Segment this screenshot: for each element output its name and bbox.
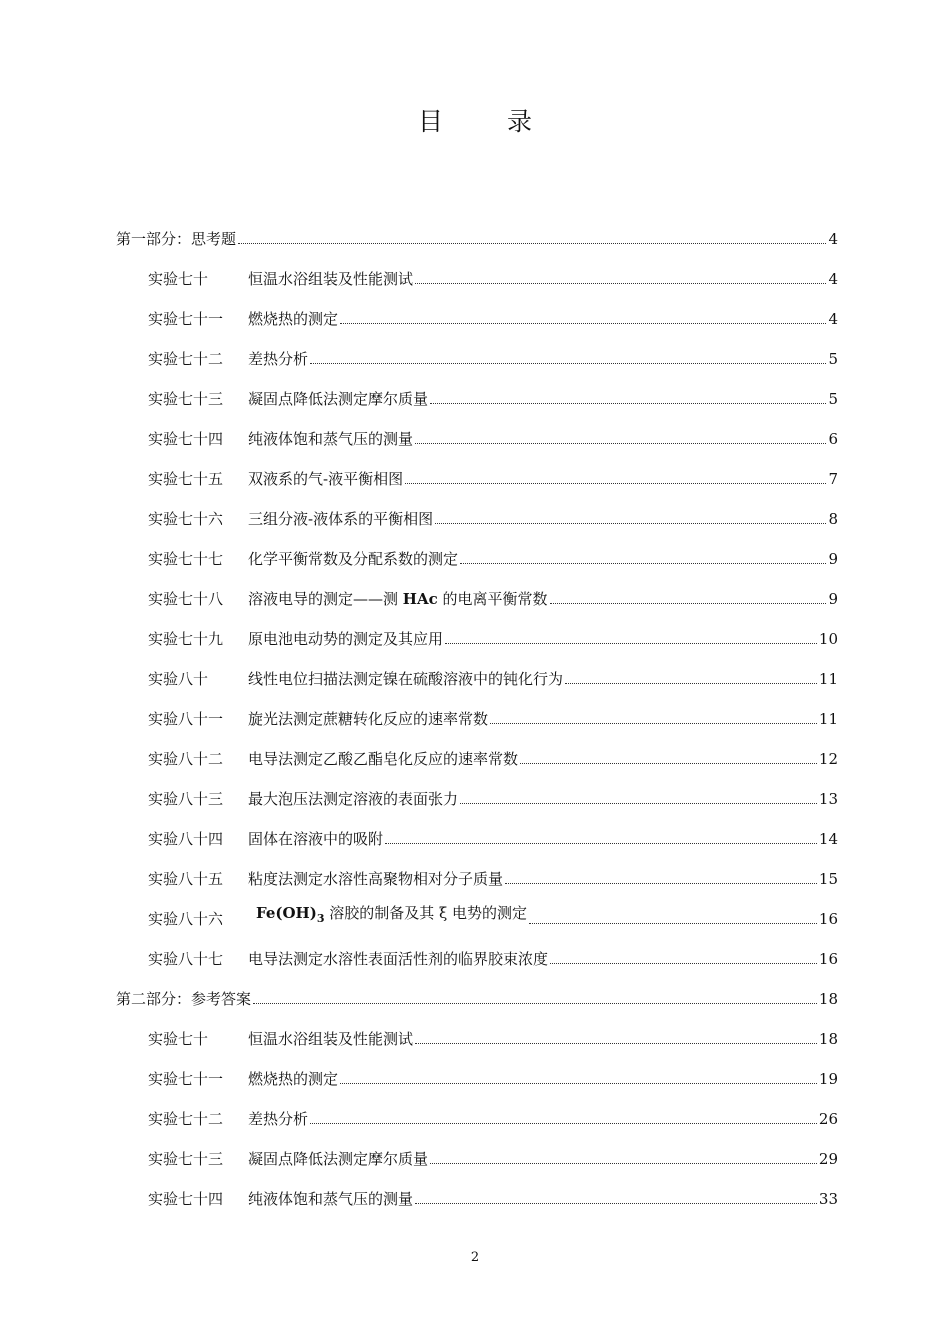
title-part-b: 溶胶的制备及其 ξ 电势的测定 (324, 904, 528, 922)
toc-entry[interactable] (148, 424, 838, 448)
toc-entry[interactable] (148, 464, 838, 488)
toc-entry[interactable] (148, 1144, 838, 1168)
experiment-title: 电导法测定乙酸乙酯皂化反应的速率常数 (248, 750, 519, 768)
page-number: 4 (828, 230, 838, 248)
title-bold-formula: Fe(OH) (256, 904, 317, 922)
dot-leader (385, 842, 817, 844)
toc-entry[interactable] (148, 624, 838, 648)
page-number: 5 (828, 390, 838, 408)
dot-leader (460, 802, 817, 804)
title-subscript: 3 (316, 912, 325, 925)
toc-entry[interactable] (148, 544, 838, 568)
toc-entry[interactable] (148, 944, 838, 968)
page-number: 10 (818, 630, 838, 648)
page-number: 19 (818, 1070, 838, 1088)
experiment-title (248, 904, 527, 928)
page-number: 9 (828, 590, 838, 608)
toc-entry[interactable] (148, 584, 838, 608)
experiment-number: 实验七十五 (148, 470, 224, 488)
toc-entry[interactable] (148, 864, 838, 888)
experiment-number: 实验七十八 (148, 590, 224, 608)
page-number: 13 (818, 790, 838, 808)
page-number: 4 (828, 270, 838, 288)
experiment-title: 凝固点降低法测定摩尔质量 (248, 1150, 429, 1168)
experiment-title: 三组分液-液体系的平衡相图 (248, 510, 434, 528)
experiment-title: 化学平衡常数及分配系数的测定 (248, 550, 459, 568)
dot-leader (415, 282, 826, 284)
toc-entry[interactable] (148, 344, 838, 368)
experiment-number: 实验七十三 (148, 1150, 224, 1168)
part-label: 第一部分：思考题 (116, 230, 237, 248)
page-number: 12 (818, 750, 838, 768)
dot-leader (550, 962, 817, 964)
toc-entry[interactable] (148, 704, 838, 728)
dot-leader (340, 322, 826, 324)
toc-entry[interactable] (148, 904, 838, 928)
experiment-number: 实验七十一 (148, 1070, 224, 1088)
page-number: 18 (818, 1030, 838, 1048)
experiment-number: 实验八十 (148, 670, 209, 688)
dot-leader (430, 402, 826, 404)
dot-leader (505, 882, 817, 884)
toc-entry[interactable] (148, 1064, 838, 1088)
page-number: 6 (828, 430, 838, 448)
part-label: 第二部分：参考答案 (116, 990, 252, 1008)
experiment-number: 实验七十三 (148, 390, 224, 408)
dot-leader (238, 242, 826, 244)
dot-leader (415, 1202, 817, 1204)
page-number: 14 (818, 830, 838, 848)
page-number: 9 (828, 550, 838, 568)
experiment-number: 实验七十九 (148, 630, 224, 648)
page-number: 33 (818, 1190, 838, 1208)
experiment-title: 恒温水浴组装及性能测试 (248, 270, 414, 288)
experiment-title: 燃烧热的测定 (248, 1070, 339, 1088)
toc-entry[interactable] (148, 264, 838, 288)
experiment-title: 线性电位扫描法测定镍在硫酸溶液中的钝化行为 (248, 670, 564, 688)
page-number: 4 (828, 310, 838, 328)
experiment-number: 实验七十七 (148, 550, 224, 568)
dot-leader (405, 482, 826, 484)
dot-leader (310, 1122, 817, 1124)
toc-part-2[interactable] (116, 984, 838, 1008)
title-part-b: 的电离平衡常数 (437, 590, 548, 608)
dot-leader (520, 762, 817, 764)
experiment-number: 实验八十一 (148, 710, 224, 728)
experiment-number: 实验七十六 (148, 510, 224, 528)
toc-entry[interactable] (148, 1184, 838, 1208)
toc-entry[interactable] (148, 664, 838, 688)
page-number: 15 (818, 870, 838, 888)
dot-leader (430, 1162, 817, 1164)
toc-entry[interactable] (148, 784, 838, 808)
experiment-number: 实验八十七 (148, 950, 224, 968)
experiment-title (248, 590, 548, 608)
experiment-title: 凝固点降低法测定摩尔质量 (248, 390, 429, 408)
page-footer-number: 2 (470, 1250, 480, 1265)
experiment-title: 最大泡压法测定溶液的表面张力 (248, 790, 459, 808)
experiment-title: 粘度法测定水溶性高聚物相对分子质量 (248, 870, 504, 888)
page-number: 18 (818, 990, 838, 1008)
title-part-a: 溶液电导的测定——测 (248, 590, 403, 608)
dot-leader (445, 642, 817, 644)
page-number: 7 (828, 470, 838, 488)
dot-leader (253, 1002, 817, 1004)
experiment-number: 实验八十二 (148, 750, 224, 768)
toc-entry[interactable] (148, 824, 838, 848)
page-number: 11 (818, 670, 838, 688)
dot-leader (460, 562, 826, 564)
toc-entry[interactable] (148, 1024, 838, 1048)
toc-entry[interactable] (148, 384, 838, 408)
toc-part-1[interactable] (116, 224, 838, 248)
toc-entry[interactable] (148, 1104, 838, 1128)
experiment-title: 差热分析 (248, 350, 309, 368)
page-number: 16 (818, 950, 838, 968)
page-number: 29 (818, 1150, 838, 1168)
experiment-title: 纯液体饱和蒸气压的测量 (248, 1190, 414, 1208)
dot-leader (340, 1082, 817, 1084)
experiment-number: 实验八十五 (148, 870, 224, 888)
page-number: 16 (818, 910, 838, 928)
experiment-title: 电导法测定水溶性表面活性剂的临界胶束浓度 (248, 950, 549, 968)
dot-leader (415, 442, 826, 444)
dot-leader (435, 522, 826, 524)
page-title: 目 录 (418, 107, 560, 136)
toc-entry[interactable] (148, 304, 838, 328)
page-number: 26 (818, 1110, 838, 1128)
page-number: 11 (818, 710, 838, 728)
experiment-number: 实验七十 (148, 270, 209, 288)
dot-leader (310, 362, 826, 364)
experiment-title: 双液系的气-液平衡相图 (248, 470, 404, 488)
experiment-number: 实验八十三 (148, 790, 224, 808)
page-number: 8 (828, 510, 838, 528)
experiment-title: 原电池电动势的测定及其应用 (248, 630, 444, 648)
experiment-number: 实验八十六 (148, 910, 224, 928)
experiment-title: 差热分析 (248, 1110, 309, 1128)
experiment-title: 旋光法测定蔗糖转化反应的速率常数 (248, 710, 489, 728)
experiment-number: 实验七十一 (148, 310, 224, 328)
experiment-number: 实验七十 (148, 1030, 209, 1048)
experiment-title: 固体在溶液中的吸附 (248, 830, 384, 848)
experiment-number: 实验七十二 (148, 1110, 224, 1128)
dot-leader (565, 682, 817, 684)
toc-entry[interactable] (148, 504, 838, 528)
page-number: 5 (828, 350, 838, 368)
experiment-title: 燃烧热的测定 (248, 310, 339, 328)
experiment-title: 纯液体饱和蒸气压的测量 (248, 430, 414, 448)
title-bold-formula: HAc (402, 590, 438, 608)
dot-leader (550, 602, 827, 604)
experiment-number: 实验七十二 (148, 350, 224, 368)
dot-leader (490, 722, 817, 724)
toc-entry[interactable] (148, 744, 838, 768)
dot-leader (415, 1042, 817, 1044)
experiment-number: 实验七十四 (148, 1190, 224, 1208)
dot-leader (529, 922, 817, 924)
experiment-number: 实验八十四 (148, 830, 224, 848)
experiment-title: 恒温水浴组装及性能测试 (248, 1030, 414, 1048)
experiment-number: 实验七十四 (148, 430, 224, 448)
